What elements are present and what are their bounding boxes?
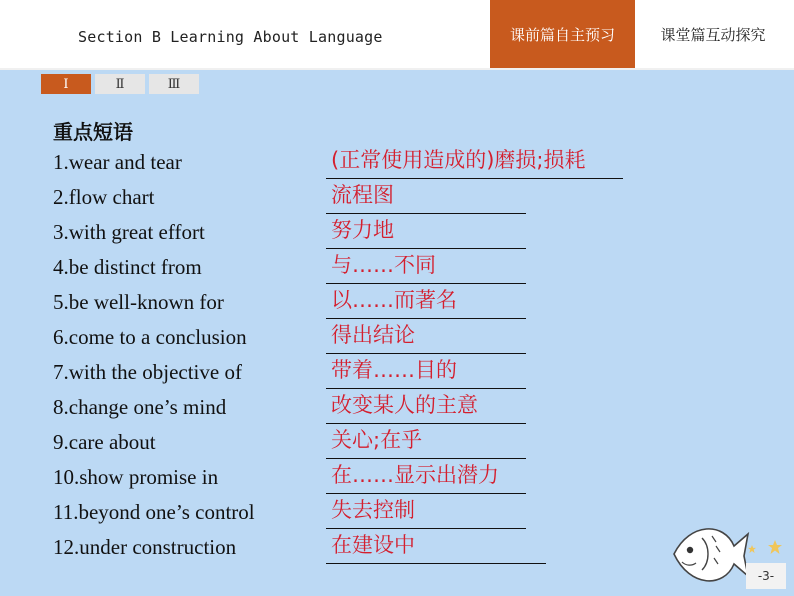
phrase-row [53, 325, 693, 355]
phrase-answer: 改变某人的主意 [331, 393, 478, 417]
phrase-answer-blank [326, 465, 526, 494]
phrase-row [53, 430, 693, 460]
phrase-answer-blank [326, 500, 526, 529]
phrase-answer: 在建设中 [331, 533, 415, 557]
phrase-answer-blank [326, 220, 526, 249]
star-icon [768, 540, 782, 554]
phrase-term: 8.change one’s mind [53, 395, 227, 419]
phrase-term: 12.under construction [53, 535, 237, 559]
phrase-answer-blank [326, 430, 526, 459]
phrase-answer: 努力地 [331, 218, 394, 242]
section-title: Section B Learning About Language [78, 28, 383, 46]
roman-tab-1[interactable]: Ⅰ [41, 74, 91, 94]
phrase-answer: 以……而著名 [331, 288, 457, 312]
phrase-row [53, 220, 693, 250]
phrase-answer: 失去控制 [331, 498, 415, 522]
phrase-answer: 在……显示出潜力 [331, 463, 499, 487]
phrase-answer: 与……不同 [331, 253, 436, 277]
section-heading: 重点短语 [53, 120, 133, 144]
phrase-answer-blank [326, 325, 526, 354]
phrase-term: 11.beyond one’s control [53, 500, 255, 524]
phrase-term: 2.flow chart [53, 185, 155, 209]
phrase-answer-blank [326, 535, 546, 564]
phrase-row [53, 150, 693, 180]
phrase-row [53, 255, 693, 285]
tab-in-class-exploration[interactable]: 课堂篇互动探究 [643, 0, 783, 68]
phrase-answer-blank [326, 255, 526, 284]
phrase-answer: (正常使用造成的)磨损;损耗 [331, 148, 586, 172]
phrase-answer: 流程图 [331, 183, 394, 207]
roman-tabs [41, 74, 199, 94]
phrase-row [53, 290, 693, 320]
phrase-term: 5.be well-known for [53, 290, 224, 314]
roman-tab-3[interactable]: Ⅲ [149, 74, 199, 94]
phrase-answer-blank [326, 290, 526, 319]
phrase-answer-blank [326, 150, 623, 179]
page-number: -3- [746, 563, 786, 589]
roman-tab-2[interactable]: Ⅱ [95, 74, 145, 94]
phrase-row [53, 500, 693, 530]
phrase-answer-blank [326, 185, 526, 214]
phrase-answer: 得出结论 [331, 323, 415, 347]
tab-pre-class-preview[interactable]: 课前篇自主预习 [490, 0, 635, 68]
phrase-term: 10.show promise in [53, 465, 219, 489]
phrase-term: 4.be distinct from [53, 255, 202, 279]
phrase-row [53, 360, 693, 390]
phrase-row [53, 535, 693, 565]
star-icon [748, 545, 756, 553]
phrase-row [53, 185, 693, 215]
phrase-term: 7.with the objective of [53, 360, 242, 384]
phrase-term: 1.wear and tear [53, 150, 182, 174]
phrase-row [53, 465, 693, 495]
phrase-answer: 带着……目的 [331, 358, 457, 382]
header-divider [0, 68, 794, 70]
fish-icon [668, 516, 750, 592]
phrase-term: 3.with great effort [53, 220, 205, 244]
header-bar [0, 0, 794, 70]
phrase-term: 6.come to a conclusion [53, 325, 247, 349]
phrase-term: 9.care about [53, 430, 156, 454]
phrase-row [53, 395, 693, 425]
phrase-answer: 关心;在乎 [331, 428, 423, 452]
phrase-answer-blank [326, 395, 526, 424]
phrase-answer-blank [326, 360, 526, 389]
